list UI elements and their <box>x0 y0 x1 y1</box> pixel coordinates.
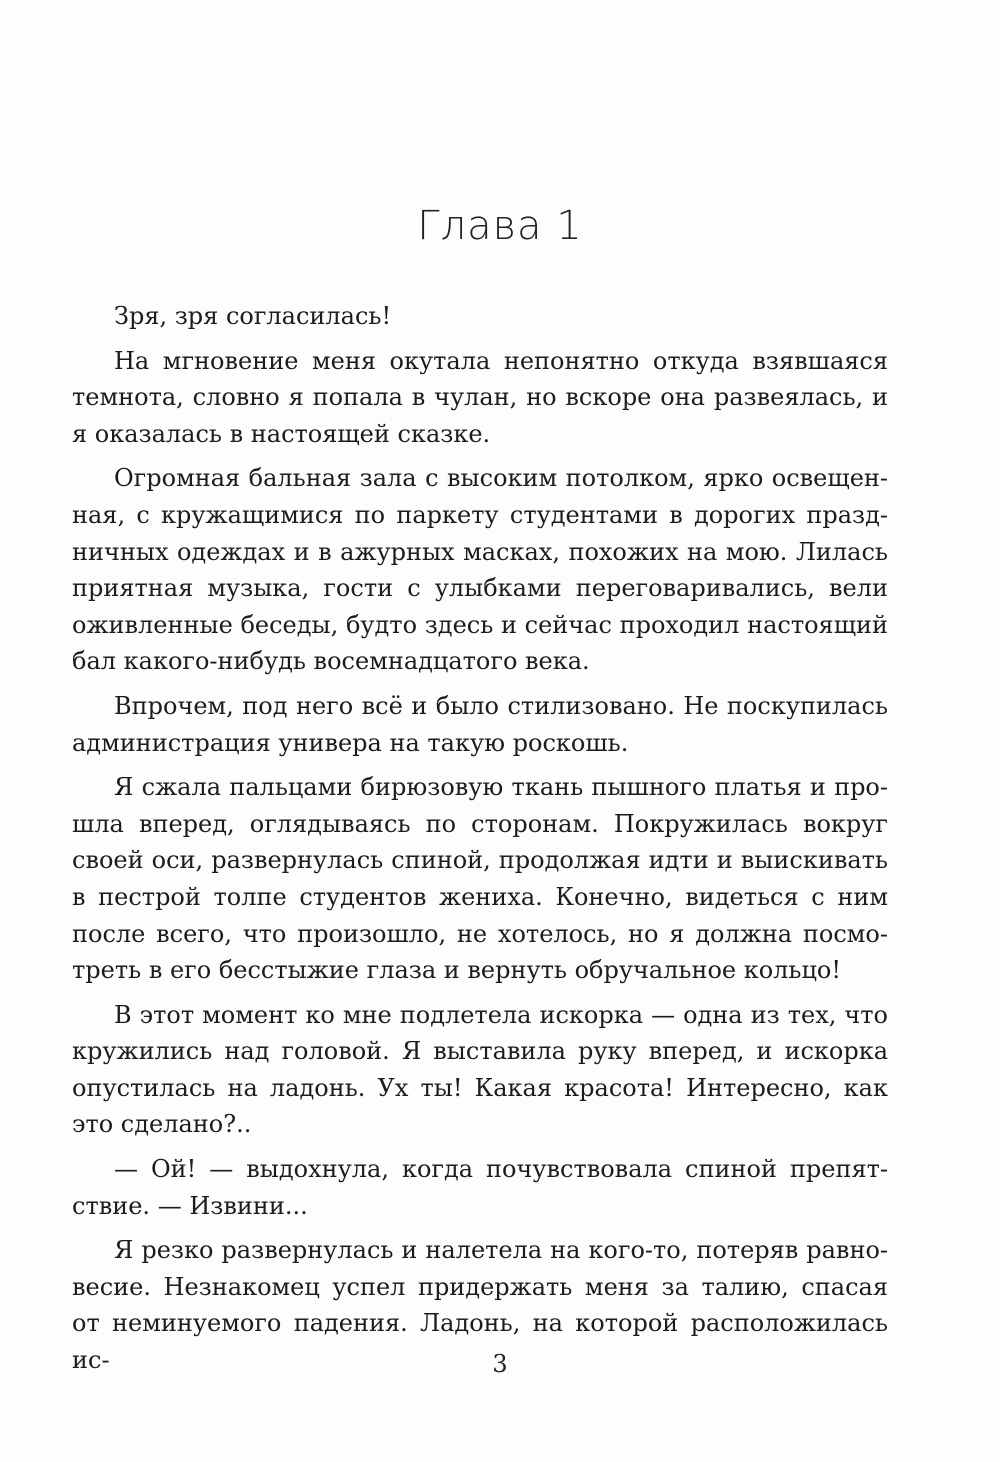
paragraph: Я резко развернулась и налетела на кого-то, потеряв равновесие. Незнакомец успел придержать меня за талию, спасая от неминуемого падения. Ладонь, на которой расположилась ис- <box>72 1236 888 1375</box>
chapter-title: Глава 1 <box>417 203 583 249</box>
paragraph: Огромная бальная зала с высоким потолком, ярко освещенная, с кружащимися по паркету студентами в дорогих праздничных одеждах и в ажурных масках, похожих на мою. Лилась приятная музыка, гости с улыбками переговаривались, вели оживленные беседы, будто здесь и сейчас проходил настоящий бал какого-нибудь восемнадцатого века. <box>72 464 888 676</box>
paragraph: Я сжала пальцами бирюзовую ткань пышного платья и прошла вперед, оглядываясь по сторонам. Покружилась вокруг своей оси, развернулась спиной, продолжая идти и выискивать в пестрой толпе студентов жениха. Конечно, видеться с ним после всего, что произошло, не хотелось, но я должна посмотреть в его бесстыжие глаза и вернуть обручальное кольцо! <box>72 773 888 985</box>
chapter-body <box>72 298 888 1387</box>
paragraph: — Ой! — выдохнула, когда почувствовала спиной препятствие. — Извини... <box>72 1155 888 1220</box>
paragraph: На мгновение меня окутала непонятно откуда взявшаяся темнота, словно я попала в чулан, но вскоре она развеялась, и я оказалась в настоящей сказке. <box>72 346 888 448</box>
paragraph: В этот момент ко мне подлетела искорка — одна из тех, что кружились над головой. Я выставила руку вперед, и искорка опустилась на ладонь. Ух ты! Какая красота! Интересно, как это сделано?.. <box>72 1000 888 1139</box>
paragraph: Впрочем, под него всё и было стилизовано. Не поскупилась администрация универа на такую роскошь. <box>72 691 888 757</box>
page-number: 3 <box>492 1350 508 1378</box>
paragraph: Зря, зря согласилась! <box>114 302 392 330</box>
